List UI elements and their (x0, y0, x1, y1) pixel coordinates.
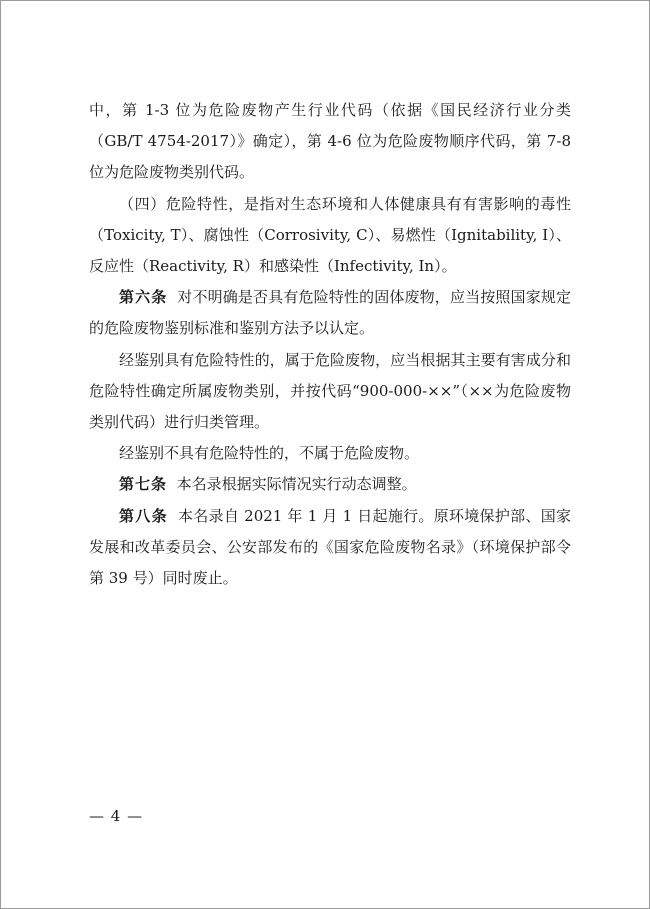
article-label: 第六条 (119, 288, 168, 307)
document-body (89, 95, 571, 594)
article-8 (89, 501, 571, 595)
page-number: — 4 — (89, 807, 144, 825)
article-label: 第七条 (119, 475, 168, 494)
paragraph-not-hazardous (89, 438, 571, 469)
paragraph-text: 经鉴别具有危险特性的，属于危险废物，应当根据其主要有害成分和危险特性确定所属废物类别，并按代码“900-000-××”（××为危险废物类别代码）进行归类管理。 (89, 350, 571, 432)
article-7 (89, 469, 571, 500)
article-6 (89, 282, 571, 344)
paragraph-continued (89, 95, 571, 189)
paragraph-text: 中，第 1-3 位为危险废物产生行业代码（依据《国民经济行业分类（GB/T 4754-2017）》确定），第 4-6 位为危险废物顺序代码，第 7-8 位为危险废物类别代码。 (89, 101, 571, 182)
paragraph-text: （四）危险特性，是指对生态环境和人体健康具有有害影响的毒性（Toxicity, T）、腐蚀性（Corrosivity, C）、易燃性（Ignitability, I）、反应性（Reactivity, R）和感染性（Infectivity, In）。 (89, 194, 571, 276)
paragraph-identified-hazardous (89, 345, 571, 439)
paragraph-text: 经鉴别不具有危险特性的，不属于危险废物。 (119, 444, 420, 463)
paragraph-text: 本名录根据实际情况实行动态调整。 (176, 475, 417, 494)
article-label: 第八条 (119, 506, 168, 525)
paragraph-text: 对不明确是否具有危险特性的固体废物，应当按照国家规定的危险废物鉴别标准和鉴别方法予以认定。 (89, 288, 571, 338)
paragraph-text: 本名录自 2021 年 1 月 1 日起施行。原环境保护部、国家发展和改革委员会、公安部发布的《国家危险废物名录》（环境保护部令第 39 号）同时废止。 (89, 506, 571, 588)
paragraph-hazard-characteristics (89, 189, 571, 283)
